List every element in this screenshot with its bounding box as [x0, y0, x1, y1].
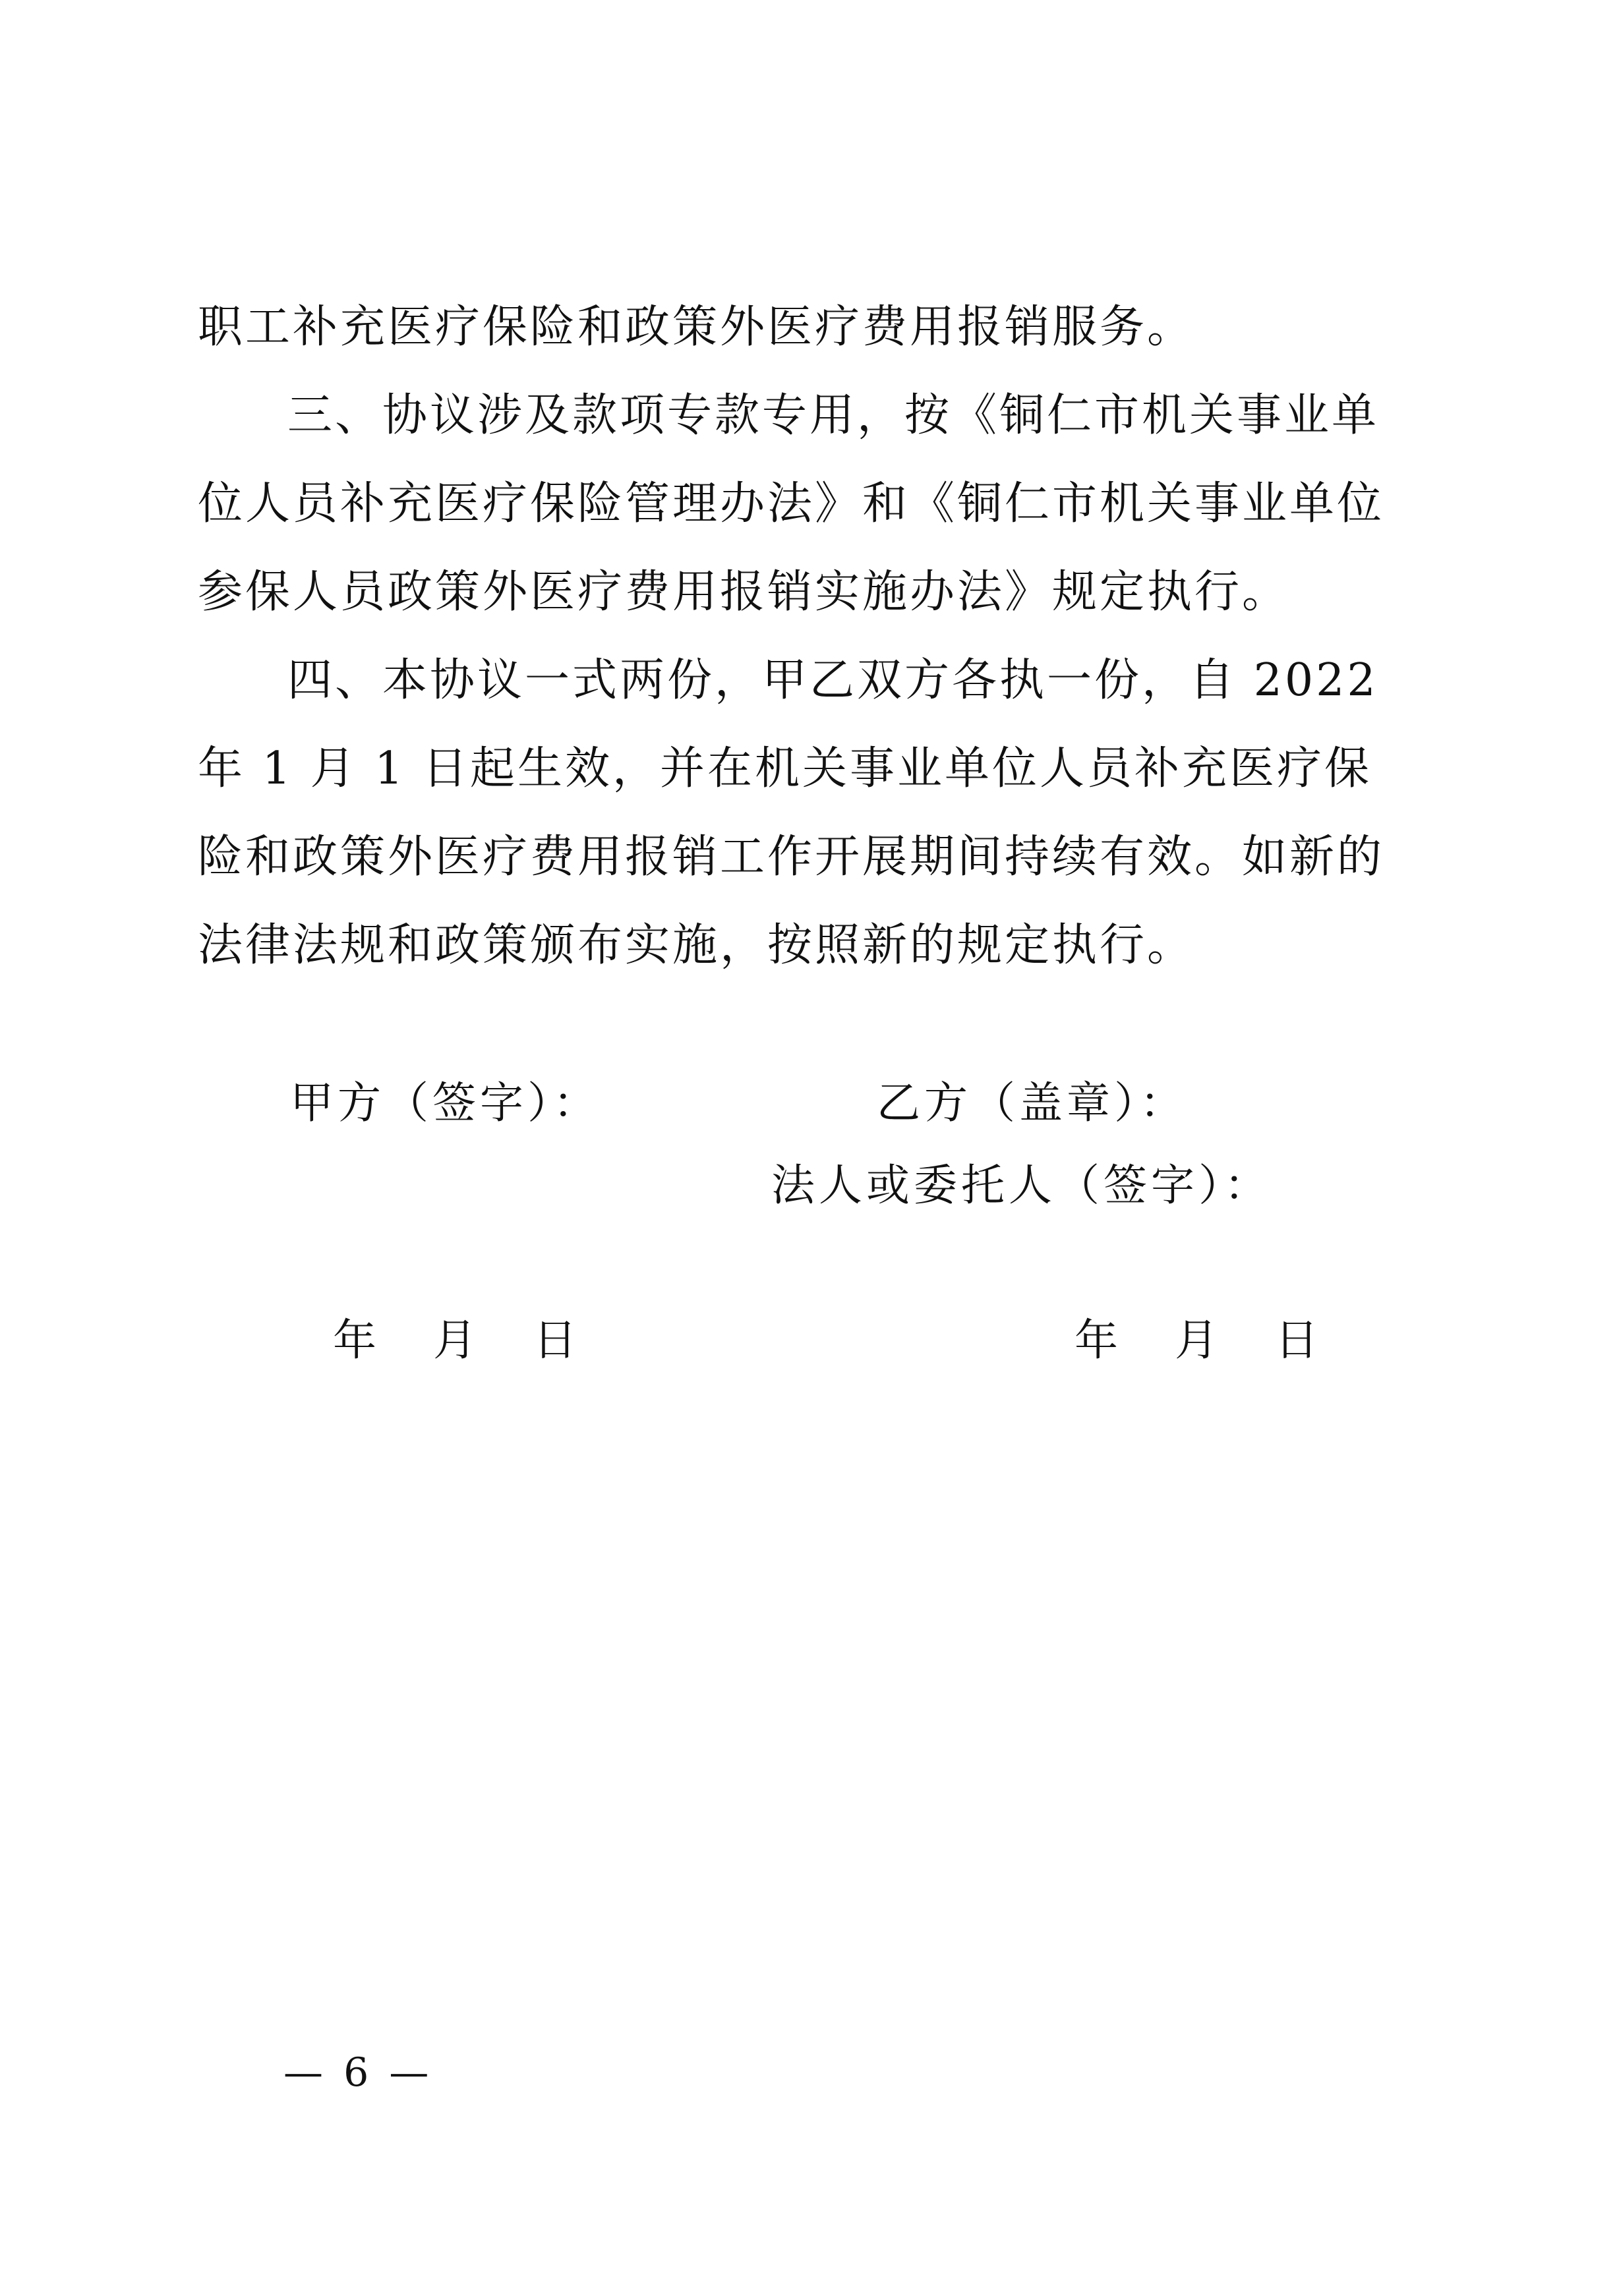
- month-label: 月: [433, 1315, 477, 1365]
- legal-representative-signature-label: 法人或委托人（签字）：: [771, 1160, 1272, 1211]
- day-label: 日: [533, 1315, 577, 1365]
- day-label: 日: [1275, 1315, 1318, 1365]
- month-label: 月: [1175, 1315, 1218, 1365]
- party-a-signature-label: 甲方（签字）：: [290, 1077, 601, 1128]
- party-a-date: [333, 1305, 577, 1367]
- year-label: 年: [333, 1315, 376, 1365]
- party-b-seal-label: 乙方（盖章）：: [877, 1077, 1187, 1128]
- agreement-body: [198, 283, 1411, 990]
- paragraph-continued: 职工补充医疗保险和政策外医疗费用报销服务。: [198, 301, 1195, 353]
- paragraph-clause-3: 三、协议涉及款项专款专用，按《铜仁市机关事业单位人员补充医疗保险管理办法》和《铜仁市机关事业单位参保人员政策外医疗费用报销实施办法》规定执行。: [198, 389, 1385, 618]
- page-number: — 6 —: [283, 2050, 433, 2096]
- paragraph-clause-4: 四、本协议一式两份，甲乙双方各执一份，自 2022 年 1 月 1 日起生效，并在机关事业单位人员补充医疗保险和政策外医疗费用报销工作开展期间持续有效。如新的法律法规和政策颁布实施，按照新的规定执行。: [198, 654, 1396, 971]
- party-b-date: [1074, 1305, 1318, 1367]
- year-label: 年: [1074, 1315, 1118, 1365]
